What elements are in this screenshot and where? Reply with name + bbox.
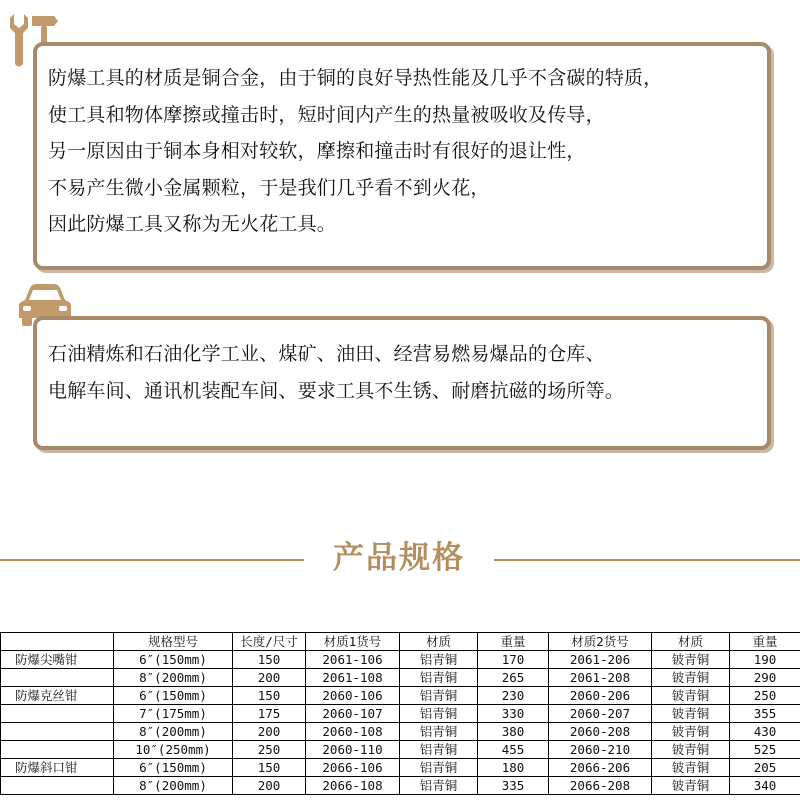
header-cell-length: 长度/尺寸 — [233, 633, 306, 651]
cell-code1: 2060-107 — [306, 705, 400, 723]
cell-material1: 铝青铜 — [400, 741, 478, 759]
header-cell-material2: 材质 — [652, 633, 730, 651]
cell-code1: 2060-110 — [306, 741, 400, 759]
cell-material2: 铍青铜 — [652, 777, 730, 795]
cell-code2: 2060-210 — [549, 741, 652, 759]
cell-length: 200 — [233, 723, 306, 741]
cell-name — [1, 777, 114, 795]
header-cell-name — [1, 633, 114, 651]
cell-material2: 铍青铜 — [652, 651, 730, 669]
table-row — [1, 705, 800, 723]
cell-name — [1, 723, 114, 741]
cell-name: 防爆克丝钳 — [1, 687, 114, 705]
usage-line: 石油精炼和石油化学工业、煤矿、油田、经营易燃易爆品的仓库、 — [48, 343, 605, 365]
cell-name — [1, 741, 114, 759]
header-cell-material1: 材质 — [400, 633, 478, 651]
cell-code1: 2060-108 — [306, 723, 400, 741]
cell-length: 175 — [233, 705, 306, 723]
intro-line: 使工具和物体摩擦或撞击时，短时间内产生的热量被吸收及传导， — [48, 103, 605, 126]
cell-code2: 2060-208 — [549, 723, 652, 741]
cell-material2: 铍青铜 — [652, 723, 730, 741]
intro-line: 因此防爆工具又称为无火花工具。 — [48, 213, 337, 235]
cell-model: 6″(150mm) — [114, 687, 233, 705]
cell-weight1: 330 — [478, 705, 549, 723]
header-cell-weight1: 重量 — [478, 633, 549, 651]
cell-length: 150 — [233, 687, 306, 705]
cell-name — [1, 669, 114, 687]
cell-material2: 铍青铜 — [652, 741, 730, 759]
intro-line: 不易产生微小金属颗粒，于是我们几乎看不到火花， — [48, 176, 490, 199]
cell-weight2: 355 — [730, 705, 800, 723]
cell-code1: 2061-106 — [306, 651, 400, 669]
header-cell-weight2: 重量 — [730, 633, 800, 651]
cell-weight1: 170 — [478, 651, 549, 669]
cell-length: 150 — [233, 651, 306, 669]
table-row — [1, 741, 800, 759]
intro-line: 防爆工具的材质是铜合金，由于铜的良好导热性能及几乎不含碳的特质， — [48, 67, 663, 89]
spec-table — [0, 632, 800, 795]
header-cell-code2: 材质2货号 — [549, 633, 652, 651]
cell-weight1: 380 — [478, 723, 549, 741]
cell-code2: 2061-206 — [549, 651, 652, 669]
cell-weight2: 430 — [730, 723, 800, 741]
cell-weight2: 190 — [730, 651, 800, 669]
cell-weight2: 290 — [730, 669, 800, 687]
cell-material1: 铝青铜 — [400, 651, 478, 669]
table-row — [1, 687, 800, 705]
cell-length: 200 — [233, 777, 306, 795]
cell-weight2: 250 — [730, 687, 800, 705]
cell-length: 150 — [233, 759, 306, 777]
cell-code1: 2066-106 — [306, 759, 400, 777]
cell-material1: 铝青铜 — [400, 759, 478, 777]
cell-code2: 2060-207 — [549, 705, 652, 723]
cell-length: 200 — [233, 669, 306, 687]
cell-material1: 铝青铜 — [400, 723, 478, 741]
cell-material2: 铍青铜 — [652, 759, 730, 777]
cell-model: 6″(150mm) — [114, 759, 233, 777]
cell-material2: 铍青铜 — [652, 705, 730, 723]
header-cell-model: 规格型号 — [114, 633, 233, 651]
cell-material1: 铝青铜 — [400, 669, 478, 687]
cell-model: 8″(200mm) — [114, 777, 233, 795]
cell-weight2: 205 — [730, 759, 800, 777]
header-cell-code1: 材质1货号 — [306, 633, 400, 651]
cell-weight2: 340 — [730, 777, 800, 795]
cell-length: 250 — [233, 741, 306, 759]
cell-weight1: 455 — [478, 741, 549, 759]
cell-material2: 铍青铜 — [652, 687, 730, 705]
header-divider-right — [494, 559, 800, 561]
cell-code1: 2061-108 — [306, 669, 400, 687]
cell-weight1: 265 — [478, 669, 549, 687]
cell-material1: 铝青铜 — [400, 777, 478, 795]
table-row — [1, 759, 800, 777]
cell-model: 8″(200mm) — [114, 669, 233, 687]
intro-line: 另一原因由于铜本身相对较软，摩擦和撞击时有很好的退让性， — [48, 140, 586, 162]
header-divider-left — [0, 559, 304, 561]
cell-weight1: 230 — [478, 687, 549, 705]
cell-code2: 2060-206 — [549, 687, 652, 705]
cell-model: 6″(150mm) — [114, 651, 233, 669]
cell-material1: 铝青铜 — [400, 687, 478, 705]
cell-code2: 2066-206 — [549, 759, 652, 777]
spec-table-body — [1, 651, 800, 795]
cell-name — [1, 705, 114, 723]
table-row — [1, 777, 800, 795]
cell-name: 防爆斜口钳 — [1, 759, 114, 777]
usage-line: 电解车间、通讯机装配车间、要求工具不生锈、耐磨抗磁的场所等。 — [48, 379, 625, 402]
cell-model: 7″(175mm) — [114, 705, 233, 723]
cell-model: 8″(200mm) — [114, 723, 233, 741]
cell-code1: 2060-106 — [306, 687, 400, 705]
cell-material1: 铝青铜 — [400, 705, 478, 723]
cell-weight1: 335 — [478, 777, 549, 795]
cell-weight1: 180 — [478, 759, 549, 777]
cell-model: 10″(250mm) — [114, 741, 233, 759]
cell-code2: 2061-208 — [549, 669, 652, 687]
cell-material2: 铍青铜 — [652, 669, 730, 687]
cell-weight2: 525 — [730, 741, 800, 759]
table-header-row — [1, 633, 800, 651]
section-title: 产品规格 — [333, 540, 465, 576]
cell-code2: 2066-208 — [549, 777, 652, 795]
cell-name: 防爆尖嘴钳 — [1, 651, 114, 669]
intro-box — [33, 42, 771, 270]
table-row — [1, 669, 800, 687]
table-row — [1, 723, 800, 741]
cell-code1: 2066-108 — [306, 777, 400, 795]
usage-box — [33, 316, 771, 450]
table-row — [1, 651, 800, 669]
